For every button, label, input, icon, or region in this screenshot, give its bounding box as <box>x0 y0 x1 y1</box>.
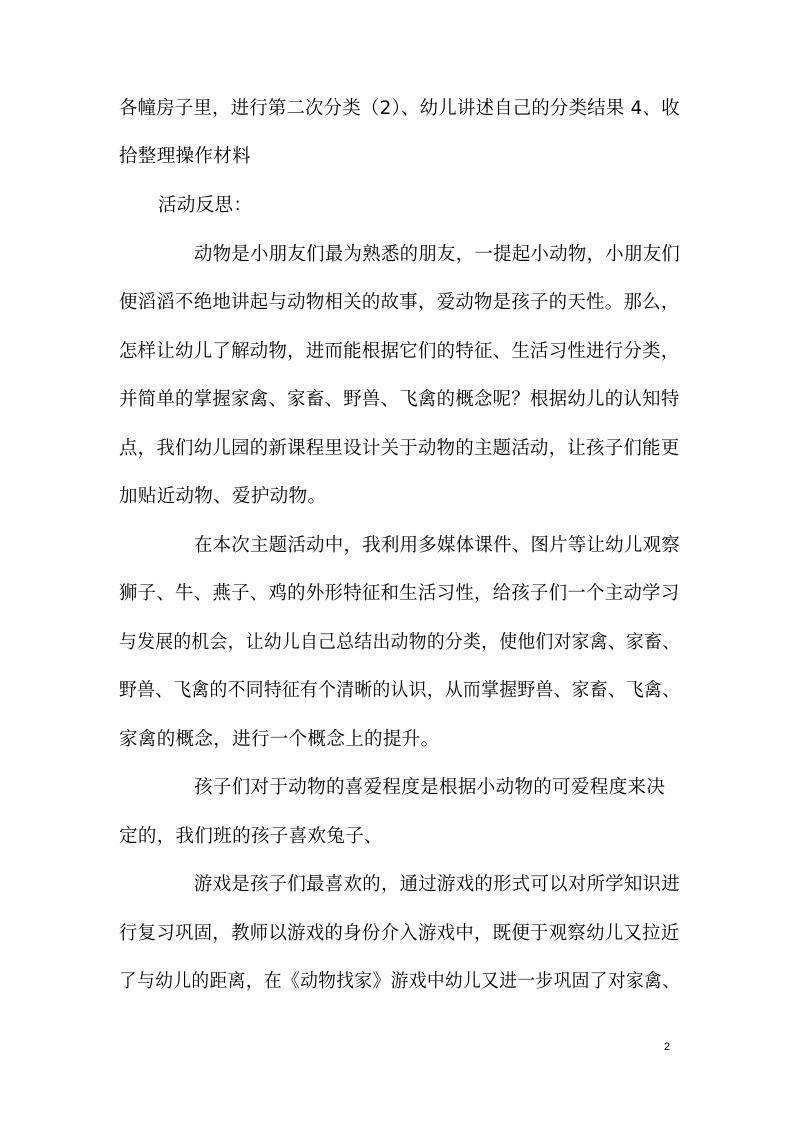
text-line-16: 定的，我们班的孩子喜欢兔子、 <box>119 826 383 847</box>
text-line-13: 野兽、飞禽的不同特征有个清晰的认识，从而掌握野兽、家畜、飞禽、 <box>119 680 681 701</box>
text-line-5: 便滔滔不绝地讲起与动物相关的故事，爱动物是孩子的天性。那么， <box>119 292 680 313</box>
text-line-8: 点，我们幼儿园的新课程里设计关于动物的主题活动，让孩子们能更 <box>119 438 680 459</box>
text-line-1: 各幢房子里，进行第二次分类（2）、幼儿讲述自己的分类结果 4、收 <box>119 98 680 119</box>
text-line-4: 动物是小朋友们最为熟悉的朋友，一提起小动物，小朋友们 <box>194 244 681 265</box>
text-line-19: 了与幼儿的距离，在《动物找家》游戏中幼儿又进一步巩固了对家禽、 <box>119 971 681 992</box>
text-line-14: 家禽的概念，进行一个概念上的提升。 <box>119 729 440 750</box>
text-line-7: 并简单的掌握家禽、家畜、野兽、飞禽的概念呢？根据幼儿的认知特 <box>119 389 680 410</box>
text-line-18: 行复习巩固，教师以游戏的身份介入游戏中，既便于观察幼儿又拉近 <box>119 923 680 944</box>
page-number: 2 <box>664 1041 671 1053</box>
text-line-12: 与发展的机会，让幼儿自己总结出动物的分类，使他们对家禽、家畜、 <box>119 632 681 653</box>
text-line-9: 加贴近动物、爱护动物。 <box>119 486 327 507</box>
text-line-2: 拾整理操作材料 <box>119 146 251 167</box>
text-line-6: 怎样让幼儿了解动物，进而能根据它们的特征、生活习性进行分类， <box>119 341 680 362</box>
text-line-17: 游戏是孩子们最喜欢的，通过游戏的形式可以对所学知识进 <box>194 874 681 895</box>
text-line-10: 在本次主题活动中，我利用多媒体课件、图片等让幼儿观察 <box>194 535 681 556</box>
section-heading-reflection: 活动反思： <box>158 195 253 216</box>
text-line-15: 孩子们对于动物的喜爱程度是根据小动物的可爱程度来决 <box>194 777 666 798</box>
text-line-11: 狮子、牛、燕子、鸡的外形特征和生活习性，给孩子们一个主动学习 <box>119 583 680 604</box>
